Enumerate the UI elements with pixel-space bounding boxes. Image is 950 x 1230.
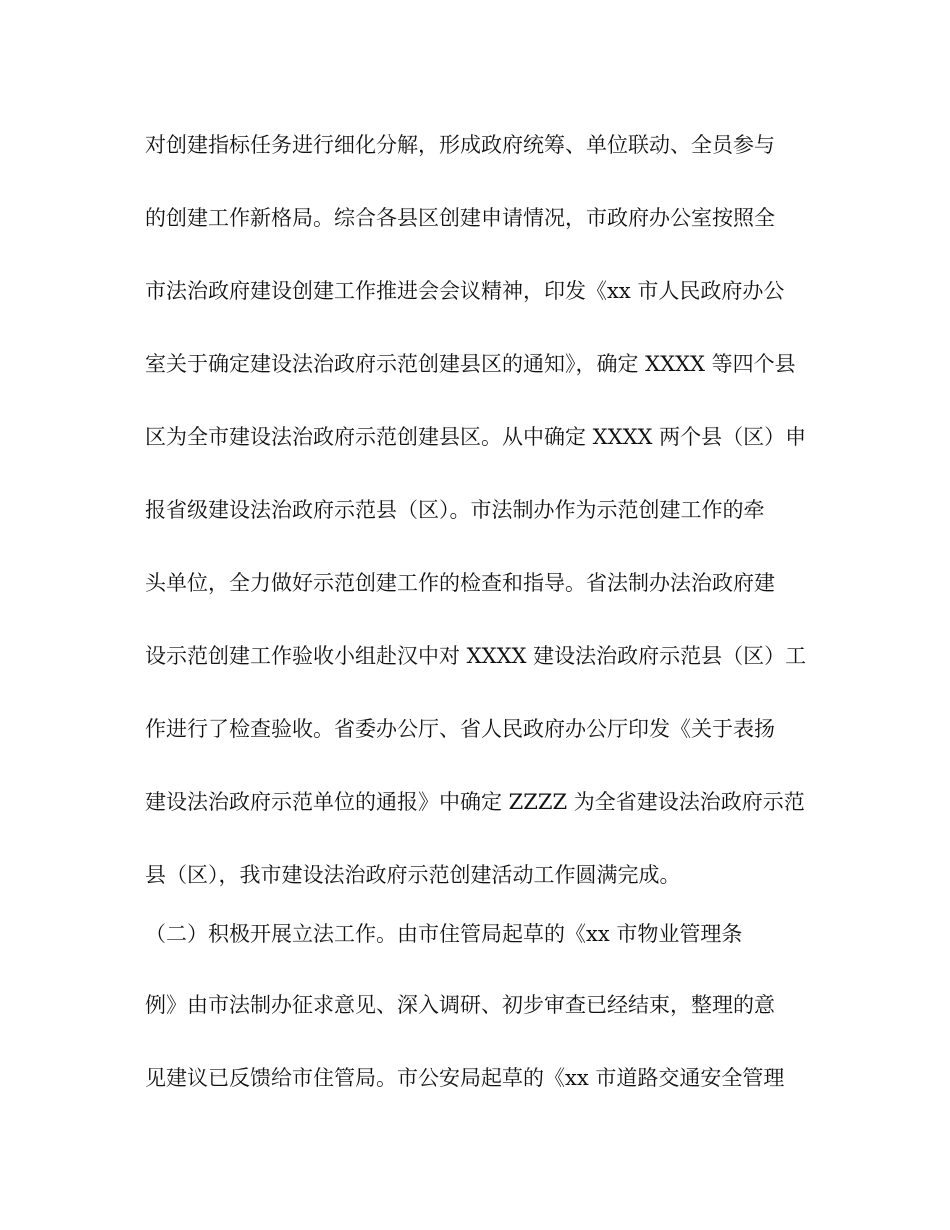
text-line: 例》由市法制办征求意见、深入调研、初步审查已经结束，整理的意 [145, 993, 775, 1017]
text-line: 头单位，全力做好示范创建工作的检查和指导。省法制办法治政府建 [145, 571, 775, 595]
text-line: 室关于确定建设法治政府示范创建县区的通知》，确定 XXXX 等四个县 [145, 352, 796, 376]
text-line: 县（区），我市建设法治政府示范创建活动工作圆满完成。 [145, 863, 681, 887]
text-line: 的创建工作新格局。综合各县区创建申请情况，市政府办公室按照全 [145, 206, 775, 230]
section-heading-line: （二）积极开展立法工作。由市住管局起草的《xx 市物业管理条 [145, 922, 743, 946]
text-line: 报省级建设法治政府示范县（区）。市法制办作为示范创建工作的牵 [145, 498, 765, 522]
text-line: 对创建指标任务进行细化分解，形成政府统筹、单位联动、全员参与 [145, 133, 775, 157]
text-line: 设示范创建工作验收小组赴汉中对 XXXX 建设法治政府示范县（区）工 [145, 644, 807, 668]
text-line: 建设法治政府示范单位的通报》中确定 ZZZZ 为全省建设法治政府示范 [145, 790, 805, 814]
text-line: 作进行了检查验收。省委办公厅、省人民政府办公厅印发《关于表扬 [145, 717, 775, 741]
text-line: 市法治政府建设创建工作推进会会议精神，印发《xx 市人民政府办公 [145, 279, 785, 303]
text-line: 见建议已反馈给市住管局。市公安局起草的《xx 市道路交通安全管理 [145, 1066, 785, 1090]
text-line: 区为全市建设法治政府示范创建县区。从中确定 XXXX 两个县（区）申 [145, 425, 807, 449]
